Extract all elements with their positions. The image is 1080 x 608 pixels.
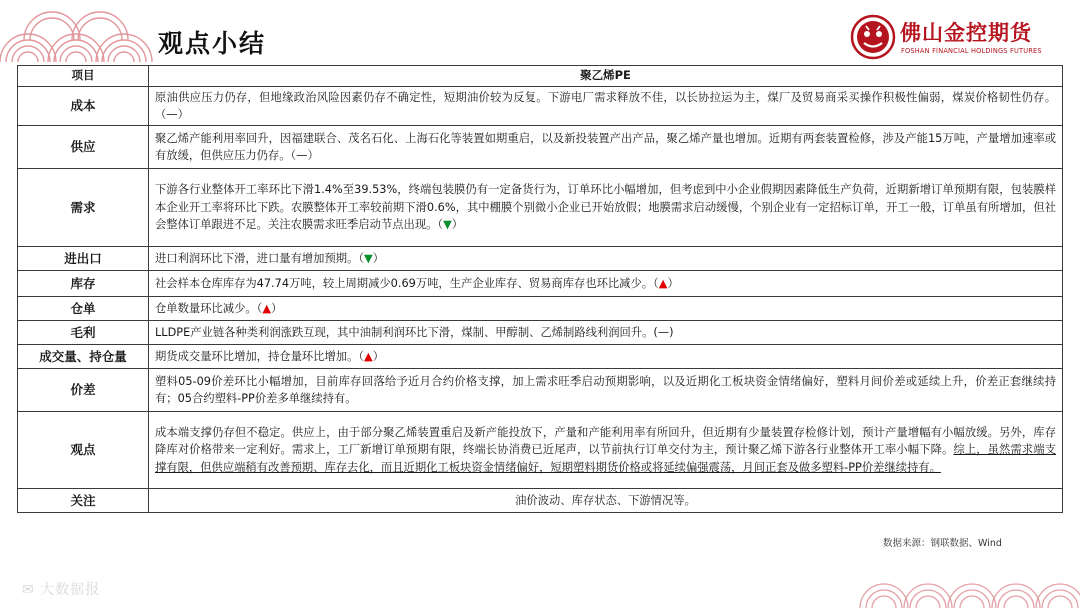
page-title: 观点小结: [158, 29, 267, 58]
warehouse-text: 仓单数量环比减少。（: [155, 301, 263, 315]
row-label-warehouse: 仓单: [18, 297, 149, 321]
trade-text: 进口利润环比下滑，进口量有增加预期。（: [155, 251, 364, 265]
row-label-spread: 价差: [18, 369, 149, 412]
table-row-supply: [18, 126, 1063, 169]
row-content-trade: [149, 247, 1063, 271]
inventory-text: 社会样本仓库库存为47.74万吨，较上周期减少0.69万吨，生产企业库存、贸易商库存也环比减少。（: [155, 276, 659, 290]
view-text: 成本端支撑仍存但不稳定。供应上，由于部分聚乙烯装置重启及新产能投放下，产量和产能利用率有所回升，但近期有少量装置存检修计划，预计产量增幅有小幅放缓。另外，库存降库对价格带来一定利好。需求上，工厂新增订单预期有限，终端长协消费已近尾声，以节前执行订单交付为主，预计聚乙烯下游各行业整体开工率小幅下降。: [155, 425, 1056, 457]
up-arrow-icon: ▲: [364, 349, 373, 363]
row-label-margin: 毛利: [18, 321, 149, 345]
company-logo: [850, 14, 1060, 64]
row-label-focus: 关注: [18, 489, 149, 513]
down-arrow-icon: ▼: [364, 251, 373, 265]
inventory-text-end: ）: [667, 276, 679, 290]
lion-logo-icon: [850, 14, 896, 60]
row-content-warehouse: [149, 297, 1063, 321]
row-content-view: [149, 412, 1063, 489]
view-conclusion: 综上，虽然需求端支撑有限，但供应端稍有改善预期、库存去化，而且近期化工板块资金情绪偏好，短期塑料期货价格或将延续偏强震荡，月间正套及做多塑料-PP价差继续持有。: [155, 443, 1056, 474]
row-content-supply: 聚乙烯产能利用率回升，因福建联合、茂名石化、上海石化等装置如期重启，以及新投装置产出产品，聚乙烯产量也增加。近期有两套装置检修，涉及产能15万吨，产量增加速率或有放缓，但供应压力仍存。（—）: [149, 126, 1063, 169]
table-header-row: [18, 66, 1063, 87]
row-content-inventory: [149, 271, 1063, 297]
wave-pattern-decoration-bottom: [850, 568, 1080, 608]
table-row-inventory: [18, 271, 1063, 297]
header-product: 聚乙烯PE: [149, 66, 1063, 87]
table-row-focus: [18, 489, 1063, 513]
demand-text-end: ）: [451, 218, 464, 232]
row-content-margin: LLDPE产业链各种类利润涨跌互现，其中油制利润环比下滑，煤制、甲醇制、乙烯制路线利润回升。(—): [149, 321, 1063, 345]
up-arrow-icon: ▲: [658, 276, 668, 290]
trade-text-end: ）: [372, 251, 385, 265]
wave-pattern-decoration: [0, 0, 160, 62]
table-row-margin: [18, 321, 1063, 345]
company-name: 佛山金控期货: [900, 20, 1032, 45]
row-content-focus: 油价波动、库存状态、下游情况等。: [149, 489, 1063, 513]
row-label-inventory: 库存: [18, 271, 149, 297]
summary-table: [17, 65, 1063, 513]
up-arrow-icon: ▲: [262, 301, 272, 315]
row-content-cost: 原油供应压力仍存，但地缘政治风险因素仍存不确定性，短期油价较为反复。下游电厂需求释放不佳，以长协拉运为主，煤厂及贸易商采买操作积极性偏弱，煤炭价格韧性仍存。（—）: [149, 87, 1063, 126]
row-label-cost: 成本: [18, 87, 149, 126]
row-content-demand: [149, 169, 1063, 247]
table-row-warehouse: [18, 297, 1063, 321]
table-row-cost: [18, 87, 1063, 126]
data-source: 数据来源：钢联数据、Wind: [883, 538, 1002, 549]
watermark: ✉ 大数据报: [22, 582, 101, 598]
row-label-volume: 成交量、持仓量: [18, 345, 149, 369]
warehouse-text-end: ）: [271, 301, 283, 315]
table-row-view: [18, 412, 1063, 489]
table-row-trade: [18, 247, 1063, 271]
table-row-spread: [18, 369, 1063, 412]
table-row-volume: [18, 345, 1063, 369]
row-content-volume: [149, 345, 1063, 369]
down-arrow-icon: ▼: [443, 218, 452, 232]
volume-text: 期货成交量环比增加，持仓量环比增加。（: [155, 349, 364, 363]
company-name-english: FOSHAN FINANCIAL HOLDINGS FUTURES: [901, 47, 1042, 55]
row-label-view: 观点: [18, 412, 149, 489]
row-label-supply: 供应: [18, 126, 149, 169]
header-item: 项目: [18, 66, 149, 87]
row-label-trade: 进出口: [18, 247, 149, 271]
volume-text-end: ）: [372, 349, 385, 363]
table-row-demand: [18, 169, 1063, 247]
demand-text: 下游各行业整体开工率环比下滑1.4%至39.53%，终端包装膜仍有一定备货行为，订单环比小幅增加，但考虑到中小企业假期因素降低生产负荷，近期新增订单预期有限，包装膜样本企业开工率将环比下跌。农膜整体开工率较前期下滑0.6%，其中棚膜个别微小企业已开始放假；地膜需求启动缓慢，个别企业有一定招标订单，开工一般，订单虽有所增加，但社会整体订单跟进不足。关注农膜需求旺季启动节点出现。（: [155, 183, 1056, 232]
row-label-demand: 需求: [18, 169, 149, 247]
row-content-spread: 塑料05-09价差环比小幅增加，目前库存回落给予近月合约价格支撑，加上需求旺季启动预期影响，以及近期化工板块资金情绪偏好，塑料月间价差或延续上升，价差正套继续持有；05合约塑料-PP价差多单继续持有。: [149, 369, 1063, 412]
